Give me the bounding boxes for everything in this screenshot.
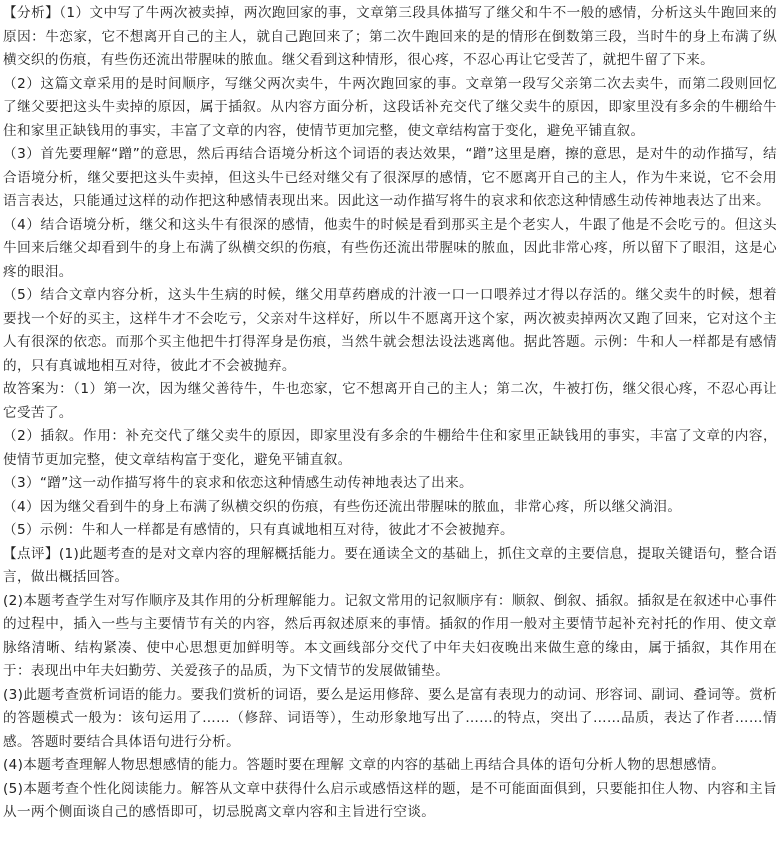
analysis-paragraph-4: （4）结合语境分析，继父和这头牛有很深的感情，他卖牛的时候是看到那买主是个老实人，牛跟了他是不会吃亏的。但这头牛回来后继父却看到牛的身上布满了纵横交织的伤痕，有些伤还流出带腥味的脓血，因此非常心疼，所以留下了眼泪，这是心疼的眼泪。 <box>3 216 777 280</box>
analysis-paragraph-5: （5）结合文章内容分析，这头牛生病的时候，继父用草药磨成的汁液一口一口喂养过才得以存活的。继父卖牛的时候，想着要找一个好的买主，这样牛才不会吃亏，父亲对牛这样好，所以牛不愿离开这个家，两次被卖掉两次又跑了回来，它对这个主人有很深的依恋。而那个买主他把牛打得浑身是伤痕，当然牛就会想法设法逃离他。据此答题。示例：牛和人一样都是有感情的，只有真诚地相互对待，彼此才不会被抛弃。 <box>3 287 777 374</box>
comment-text-1: (1)此题考查的是对文章内容的理解概括能力。要在通读全文的基础上，抓住文章的主要信息，提取关键语句，整合语言，做出概括回答。 <box>3 545 777 585</box>
comment-paragraph-2: (2)本题考查学生对写作顺序及其作用的分析理解能力。记叙文常用的记叙顺序有：顺叙、倒叙、插叙。插叙是在叙述中心事件的过程中，插入一些与主要情节有关的内容，然后再叙述原来的事情。插叙的作用一般对主要情节起补充衬托的作用、使文章脉络清晰、结构紧凑、使中心思想更加鲜明等。本文画线部分交代了中年夫妇夜晚出来做生意的缘由，属于插叙，其作用在于：表现出中年夫妇勤劳、关爱孩子的品质，为下文情节的发展做铺垫。 <box>3 592 777 679</box>
analysis-paragraph-2: （2）这篇文章采用的是时间顺序，写继父两次卖牛，牛两次跑回家的事。文章第一段写父亲第二次去卖牛，而第二段则回忆了继父要把这头牛卖掉的原因，属于插叙。从内容方面分析，这段话补充交代了继父卖牛的原因，即家里没有多余的牛棚给牛住和家里正缺钱用的事实，丰富了文章的内容，使情节更加完整，使文章结构富于变化，避免平铺直叙。 <box>3 75 777 139</box>
answer-4: （4）因为继父看到牛的身上布满了纵横交织的伤痕，有些伤还流出带腥味的脓血，非常心疼，所以继父淌泪。 <box>3 498 682 515</box>
comment-paragraph-3: (3)此题考查赏析词语的能力。要我们赏析的词语，要么是运用修辞、要么是富有表现力的动词、形容词、副词、叠词等。赏析的答题模式一般为：该句运用了……（修辞、词语等），生动形象地写出了……的特点，突出了……品质，表达了作者……情感。答题时要结合具体语句进行分析。 <box>3 686 777 750</box>
solution-document <box>3 2 777 825</box>
answer-3: （3）“蹭”这一动作描写将牛的哀求和依恋这种情感生动传神地表达了出来。 <box>3 475 473 491</box>
answers-intro: 故答案为：（1）第一次，因为继父善待牛，牛也恋家，它不想离开自己的主人；第二次，牛被打伤，继父很心疼，不忍心再让它受苦了。 <box>3 381 777 421</box>
answer-5: （5）示例：牛和人一样都是有感情的，只有真诚地相互对待，彼此才不会被抛弃。 <box>3 522 514 538</box>
answer-2: （2）插叙。作用：补充交代了继父卖牛的原因，即家里没有多余的牛棚给牛住和家里正缺钱用的事实，丰富了文章的内容，使情节更加完整，使文章结构富于变化，避免平铺直叙。 <box>3 428 777 468</box>
analysis-text-1: （1）文中写了牛两次被卖掉，两次跑回家的事，文章第三段具体描写了继父和牛不一般的感情，分析这头牛跑回来的原因：牛恋家，它不想离开自己的主人，就自己跑回来了；第二次牛跑回来的是的情形在倒数第三段，当时牛的身上布满了纵横交织的伤痕，有些伤还流出带腥味的脓血。继父看到这种情形，很心疼，不忍心再让它受苦了，就把牛留了下来。 <box>3 5 778 68</box>
analysis-tag: 【分析】 <box>3 5 60 21</box>
comment-paragraph-1 <box>3 543 777 590</box>
analysis-paragraph-3: （3）首先要理解“蹭”的意思，然后再结合语境分析这个词语的表达效果，“蹭”这里是磨，擦的意思，是对牛的动作描写，结合语境分析，继父要把这头牛卖掉，但这头牛已经对继父有了很深厚的感情，它不愿离开自己的主人，作为牛来说，它不会用语言表达，只能通过这样的动作把这种感情表现出来。因此这一动作描写将牛的哀求和依恋这种情感生动传神地表达了出来。 <box>3 146 777 209</box>
comment-paragraph-4: (4)本题考查理解人物思想感情的能力。答题时要在理解 文章的内容的基础上再结合具体的语句分析人物的思想感情。 <box>3 757 726 773</box>
comment-paragraph-5: (5)本题考查个性化阅读能力。解答从文章中获得什么启示或感悟这样的题，是不可能面面俱到，只要能扣住人物、内容和主旨从一两个侧面谈自己的感悟即可，切忌脱离文章内容和主旨进行空谈。 <box>3 780 777 820</box>
comment-tag: 【点评】 <box>3 545 59 562</box>
analysis-paragraph-1 <box>3 2 777 73</box>
